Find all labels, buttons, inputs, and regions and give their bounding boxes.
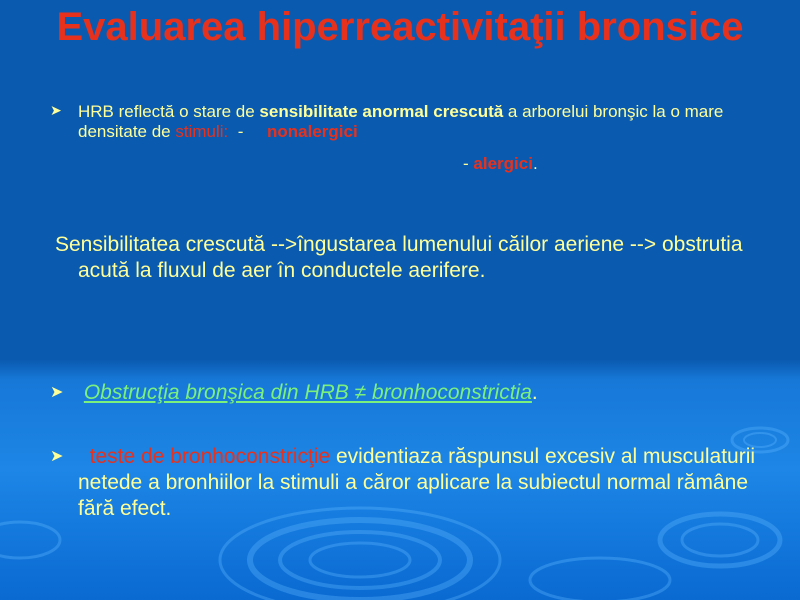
bullet1-nonalergici: nonalergici (267, 122, 358, 141)
bullet1-stimuli: stimuli: (175, 122, 229, 141)
arrowhead-bullet-icon: ➤ (50, 448, 64, 465)
bullet1-second-item (463, 154, 538, 174)
bullet1-emphasis: sensibilitate anormal crescută (259, 102, 504, 121)
slide-title: Evaluarea hiperreactivitaţii bronsice (56, 5, 744, 49)
paragraph2-text: Sensibilitatea crescută -->îngustarea lumenului căilor aeriene --> obstrutia acută la fluxul de aer în conductele aerifere. (55, 233, 743, 282)
bullet-obstruction (78, 380, 768, 406)
bullet4-rest: evidentiaza răspunsul excesiv al musculaturii netede a bronhiilor la stimuli a căror aplicare la subiectul normal rămâne fără efect. (78, 445, 756, 520)
paragraph-sensitivity (55, 232, 765, 284)
bullet1-text-2: a arborelui bronşic la o mare densitate de (78, 102, 724, 141)
arrowhead-bullet-icon: ➤ (50, 384, 64, 401)
arrowhead-bullet-icon: ➤ (50, 102, 62, 118)
bullet1-dash: - (228, 122, 267, 141)
bullet3-end: . (531, 381, 538, 404)
bullet1-dash2: - (463, 154, 474, 173)
bullet-tests (78, 444, 768, 522)
bullet1-end: . (532, 154, 538, 173)
obstruction-link[interactable]: Obstrucţia bronşica din HRB ≠ bronhoconstrictia (83, 381, 532, 404)
bullet-hrb-definition (78, 102, 768, 142)
bullet1-alergici: alergici (473, 154, 533, 173)
bronchoconstriction-tests: teste de bronhoconstricţie (89, 445, 331, 468)
bullet1-text-1: HRB reflectă o stare de (78, 102, 260, 121)
